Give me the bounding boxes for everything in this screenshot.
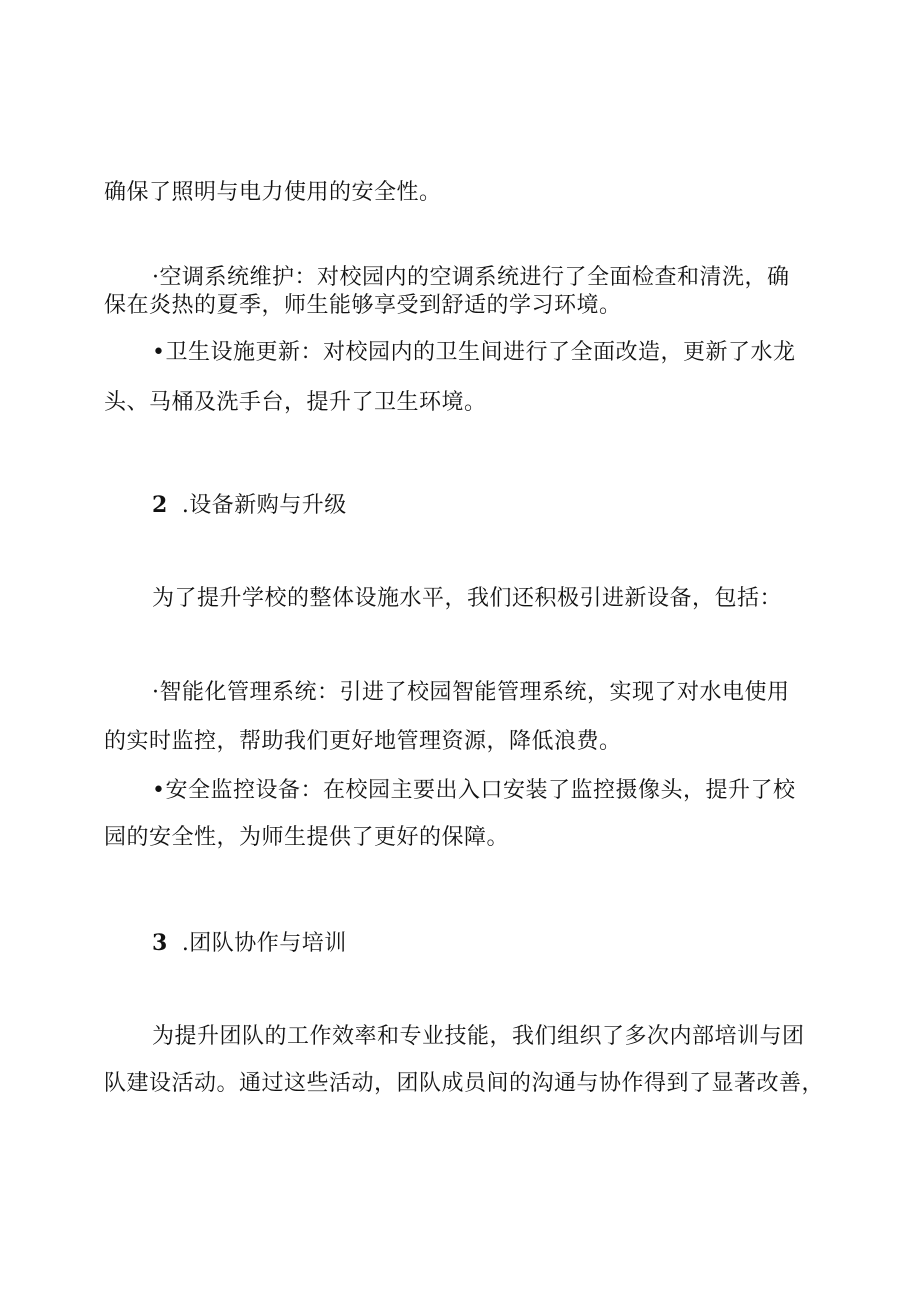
- section-2-number: 2: [152, 492, 168, 518]
- section-2-heading: [152, 490, 816, 521]
- bullet-smart-line2: 的实时监控，帮助我们更好地管理资源，降低浪费。: [104, 729, 622, 754]
- section-2-title: .设备新购与升级: [181, 493, 347, 518]
- bullet-sanitary-line2: 头、马桶及洗手台，提升了卫生环境。: [104, 390, 487, 415]
- section-3-body-line1: 为提升团队的工作效率和专业技能，我们组织了多次内部培训与团: [152, 1024, 805, 1049]
- bullet-sanitary-line1: •卫生设施更新：对校园内的卫生间进行了全面改造，更新了水龙: [152, 340, 796, 365]
- section-3-number: 3: [152, 930, 168, 956]
- section-3-title: .团队协作与培训: [181, 931, 347, 956]
- bullet-ac-line1: ·空调系统维护：对校园内的空调系统进行了全面检查和清洗，确: [152, 265, 790, 290]
- section-2-intro: 为了提升学校的整体设施水平，我们还积极引进新设备，包括：: [152, 586, 783, 611]
- bullet-security-line1: •安全监控设备：在校园主要出入口安装了监控摄像头，提升了校: [152, 778, 796, 803]
- paragraph-continuation: 确保了照明与电力使用的安全性。: [104, 180, 442, 205]
- bullet-smart-line1: ·智能化管理系统：引进了校园智能管理系统，实现了对水电使用: [152, 680, 790, 705]
- section-3-body-line2: 队建设活动。通过这些活动，团队成员间的沟通与协作得到了显著改善，: [104, 1071, 825, 1096]
- bullet-ac-line2: 保在炎热的夏季，师生能够享受到舒适的学习环境。: [104, 293, 622, 318]
- section-3-heading: [152, 928, 816, 959]
- bullet-security-line2: 园的安全性，为师生提供了更好的保障。: [104, 825, 510, 850]
